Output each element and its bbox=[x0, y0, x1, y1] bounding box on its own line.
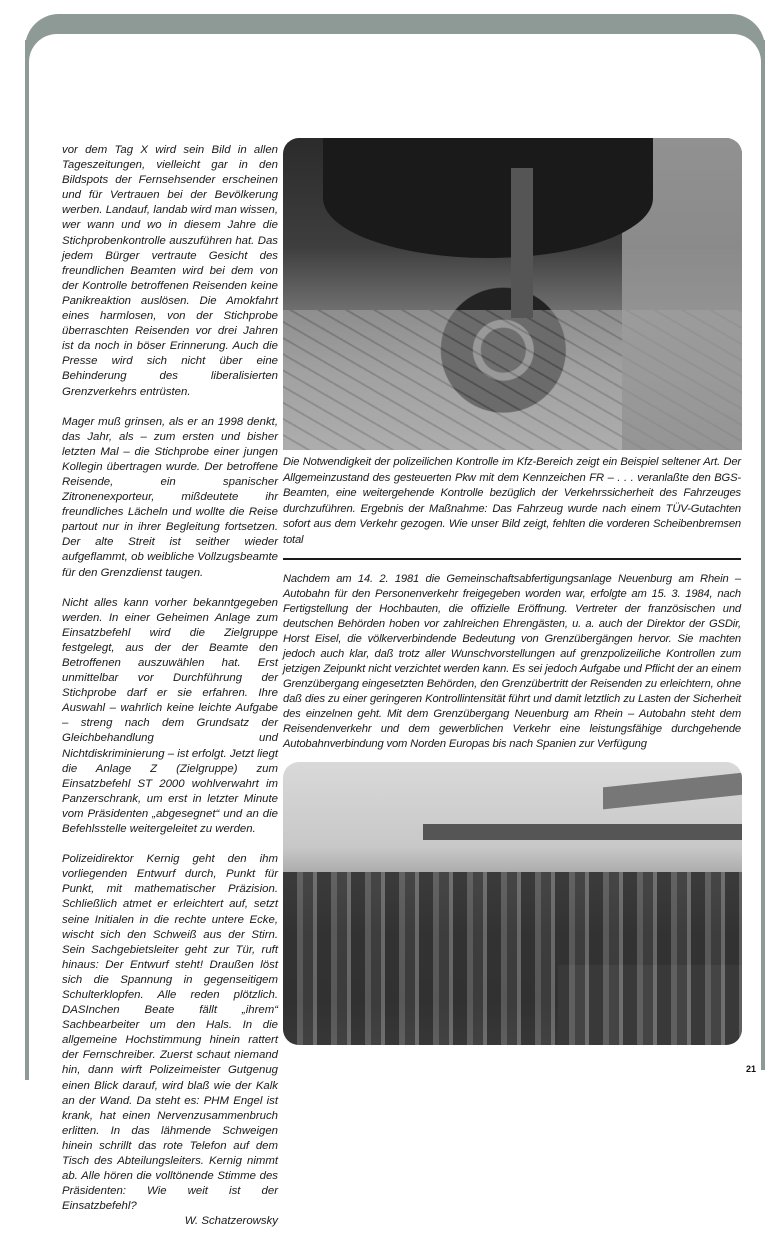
photo-opening-ceremony bbox=[283, 762, 742, 1045]
article-paragraph: vor dem Tag X wird sein Bild in allen Tageszeitungen, vielleicht gar in den Bildspots der Fernsehsender erscheinen und für Vertrauen bei der Bevölkerung werben. Landauf, landab wird man wissen, wer wann und wo in diesem Jahre die Stichprobenkontrolle auszuführen hat. Das jedem Bürger vertraute Gesicht des freundlichen Beamten wird bei dem von der Kontrolle betroffenen Reisenden keine Panikreaktion auslösen. Die Amokfahrt eines harmlosen, von der Stichprobe überraschten Reisenden vor drei Jahren ist da noch in böser Erinnerung. Auch die Presse wird sich nicht über eine Behinderung des liberalisierten Grenzverkehrs entrüsten. bbox=[62, 144, 278, 398]
photo-building bbox=[603, 773, 742, 810]
photo-canopy bbox=[423, 824, 742, 840]
photo-car-missing-brakes bbox=[283, 138, 742, 450]
author-signature: W. Schatzerowsky bbox=[184, 1215, 278, 1228]
section-divider bbox=[283, 558, 741, 560]
photo-suspension-strut bbox=[511, 168, 533, 318]
right-column-text bbox=[283, 455, 741, 752]
article-paragraph: Mager muß grinsen, als er an 1998 denkt, das Jahr, als – zum ersten und bisher letzten Mal – die Stichprobe einer jungen Kollegin übertragen wurde. Der betroffene Reisende, ein spanischer Zitronenexporteur, mißdeutete ihr freundliches Lächeln und wollte die Reise partout nur in ihrer Begleitung fortsetzen. Der alte Streit ist seither wieder aufgeflammt, ob weibliche Vollzugsbeamte für den Grenzdienst taugen. bbox=[62, 415, 278, 579]
article-paragraph: Nicht alles kann vorher bekanntgegeben werden. In einer Geheimen Anlage zum Einsatzbefehl wird die Zielgruppe festgelegt, aus der der Beamte den Betroffenen auszuwählen hat. Erst unmittelbar vor Durchführung der Stichprobe darf er sie erfahren. Ihre Auswahl – wahrlich keine leichte Aufgabe – streng nach dem Grundsatz der Gleichbehandlung und Nichtdiskriminierung – ist erfolgt. Jetzt liegt die Anlage Z (Zielgruppe) zum Einsatzbefehl ST 2000 wohlverwahrt im Panzerschrank, um erst in letzter Minute vom Präsidenten „abgesegnet“ und an die Befehlsstelle weitergeleitet zu werden. bbox=[62, 596, 278, 836]
page-frame-right bbox=[761, 40, 765, 1070]
border-crossing-article: Nachdem am 14. 2. 1981 die Gemeinschaftsabfertigungsanlage Neuenburg am Rhein – Autobahn für den Personenverkehr freigegeben worden war, erfolgte am 15. 3. 1984, nach Fertigstellung der Hochbauten, die offizielle Eröffnung. Vertreter der französischen und deutschen Behörden hoben vor zahlreichen Ehrengästen, u. a. auch der Direktor der GSDir, Horst Eisel, die völkerverbindende Bedeutung von Grenzübergängen hervor. Sie machten jedoch auch klar, daß trotz aller Wunschvorstellungen auf grenzpolizeiliche Kontrollen zum jetzigen Zeipunkt nicht verzichtet werden kann. Es sei jedoch Aufgabe und Pflicht der an einem Grenzübergang eingesetzten Behörden, den Grenzübertritt der Reisenden zu erleichtern, ohne daß dies zu einer geringeren Kontrollintensität führt und damit letztlich zu Lasten der Sicherheit des einzelnen geht. Mit dem Grenzübergang Neuenburg am Rhein – Autobahn steht dem Reisendenverkehr und dem gewerblichen Verkehr eine leistungsfähige durchgehende Autobahnverbindung vom Norden Europas bis nach Spanien zur Verfügung bbox=[283, 573, 741, 750]
page-number: 21 bbox=[746, 1064, 757, 1074]
left-column-article bbox=[62, 143, 278, 1244]
photo-crowd bbox=[283, 872, 742, 1045]
photo-wheel-arch bbox=[323, 138, 653, 258]
photo-caption: Die Notwendigkeit der polizeilichen Kontrolle im Kfz-Bereich zeigt ein Beispiel seltener Art. Der Allgemeinzustand des gesteuerten Pkw mit dem Kennzeichen FR – . . . veranlaßte den BGS-Beamten, eine weitergehende Kontrolle bezüglich der Verkehrssicherheit des Fahrzeuges durchzuführen. Ergebnis der Maßnahme: Das Fahrzeug wurde nach einem TÜV-Gutachten sofort aus dem Verkehr gezogen. Wie unser Bild zeigt, fehlten die vorderen Scheibenbremsen total bbox=[283, 456, 741, 546]
article-paragraph: Polizeidirektor Kernig geht den ihm vorliegenden Entwurf durch, Punkt für Punkt, mit mathematischer Präzision. Schließlich atmet er erleichtert auf, setzt seine Initialen in die rechte untere Ecke, wischt sich den Schweiß aus der Stirn. Sein Sachgebietsleiter geht zur Tür, ruft hinaus: Der Entwurf steht! Draußen löst sich die Spannung in gegenseitigem Schulterklopfen. Alle reden plötzlich. DASInchen Beate fällt „ihrem“ Sachbearbeiter um den Hals. In die allgemeine Hochstimmung hinein rattert der Fernschreiber. Zuerst schaut niemand hin, dann wirft Polizeimeister Gutgenug einen Blick darauf, wird blaß wie der Kalk an der Wand. Da steht es: PHM Engel ist krank, hat einen Nervenzusammenbruch erlitten. In das lähmende Schweigen hinein schrillt das rote Telefon auf dem Tisch des Abteilungsleiters. Kernig nimmt ab. Alle hören die volltönende Stimme des Präsidenten: Wie weit ist der Einsatzbefehl? bbox=[62, 853, 278, 1213]
